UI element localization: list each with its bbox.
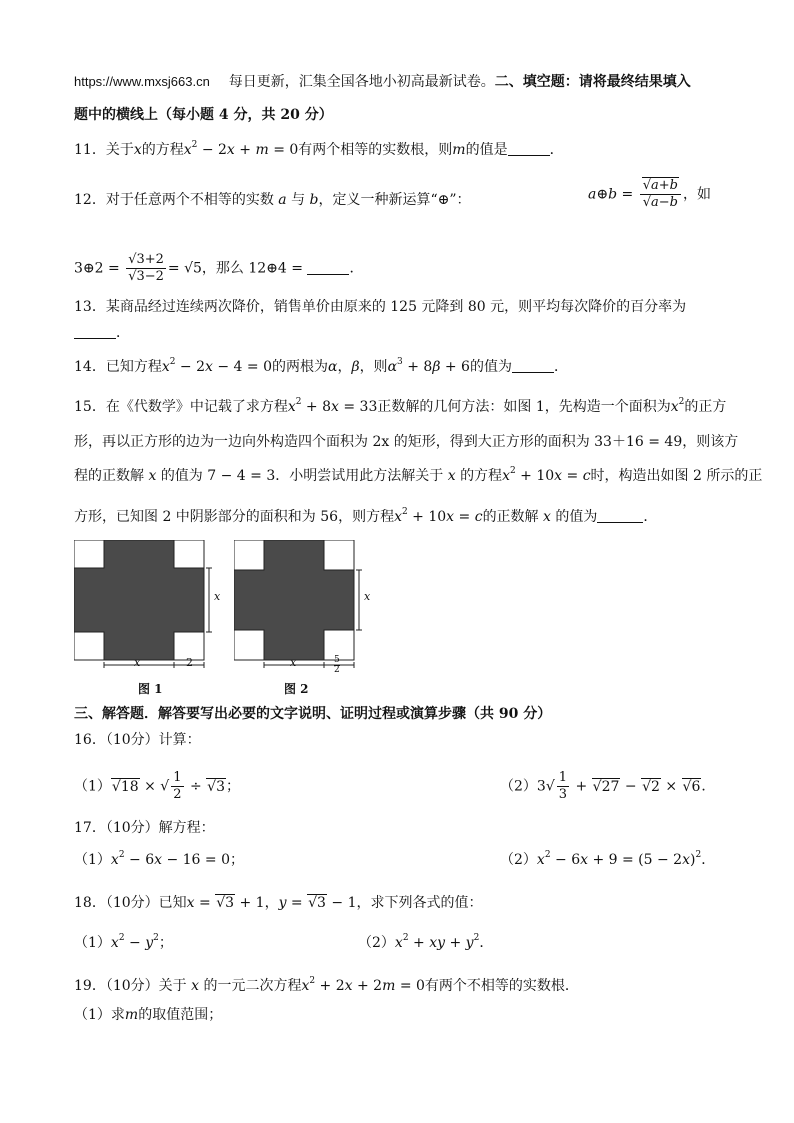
q11-text-b: 的方程 <box>141 142 184 158</box>
fig2-bottom-frac: 5 2 <box>334 655 340 675</box>
q12-def-fraction: $\frac{√a+b}{√a-b}$ <box>640 178 681 211</box>
answer-blank[interactable] <box>74 324 116 339</box>
figure-2 <box>234 540 384 675</box>
q12-example: 3⊕2 = $\frac{√3+2}{√3-2}$ = √5，那么 12⊕4 = ． <box>74 252 364 284</box>
question-15-line1: 15．在《代数学》中记载了求方程$x^2 + 8x = 33$正数解的几何方法：如图 1，先构造一个面积为$x^2$的正方 <box>74 397 727 415</box>
q14-text-a: 14．已知方程 <box>74 359 162 375</box>
site-tagline: 每日更新，汇集全国各地小初高最新试卷。 <box>228 74 495 90</box>
question-12: 12．对于任意两个不相等的实数 a 与 b，定义一种新运算“⊕”： <box>74 192 471 208</box>
q12-text-a: 12．对于任意两个不相等的实数 <box>74 192 274 208</box>
q14-text-c: ，则 <box>359 359 388 375</box>
fig1-side-label: x <box>214 590 221 603</box>
q16-part1: （1）√18 × √ $\frac{1}{2}$ ÷ √3； <box>74 770 240 802</box>
question-14: 14．已知方程$x^2 - 2x - 4 = 0$的两根为α，β，则$\alpha^3 + 8\beta + 6$的值为 ． <box>74 357 568 375</box>
q12-text-d: ，如 <box>683 186 711 203</box>
q11-end: ． <box>549 142 564 158</box>
q19-part1: （1）求m的取值范围； <box>74 1007 223 1023</box>
figure-1 <box>74 540 224 670</box>
answer-blank[interactable] <box>508 141 550 156</box>
q14-text-d: 的值为 <box>469 359 512 375</box>
q12-definition: a⊕b = $\frac{√a+b}{√a-b}$ ，如 <box>588 178 711 210</box>
q16-part2: （2）3√ $\frac{1}{3}$ + √27 − √2 × √6． <box>500 770 716 802</box>
q17-part2: $(2)x^2 - 6x + 9 = (5 - 2x)^2$． <box>500 850 716 868</box>
q13-answer-line: ． <box>74 323 130 343</box>
site-url[interactable]: https://www.mxsj663.cn <box>74 74 210 89</box>
q12-example-fraction: $\frac{√3+2}{√3-2}$ <box>128 252 164 284</box>
fig1-caption: 图 1 <box>138 682 163 696</box>
q11-text-c: 有两个相等的实数根，则 <box>298 142 453 158</box>
answer-blank[interactable] <box>307 260 349 275</box>
question-15-line3: 程的正数解 x 的值为 7 − 4 = 3．小明尝试用此方法解关于 x 的方程$x^2 + 10x = c$时，构造出如图 2 所示的正 <box>74 466 763 484</box>
question-17: 17．（10分）解方程： <box>74 820 215 836</box>
fig1-bottom-2: 2 <box>186 656 193 669</box>
fig2-caption: 图 2 <box>284 682 309 696</box>
q12-text-c: ，定义一种新运算“⊕”： <box>318 192 471 208</box>
question-15-line2: 形，再以正方形的边为一边向外构造四个面积为 2x 的矩形，得到大正方形的面积为 33＋16 = 49，则该方 <box>74 434 739 450</box>
section2-title-cont: 题中的横线上（每小题 4 分，共 20 分） <box>74 107 333 123</box>
question-11: 11．关于x的方程$x^2 - 2x + m = 0$有两个相等的实数根，则m的值是 ． <box>74 140 564 158</box>
fig2-side-label: x <box>364 590 371 603</box>
q18-part1: $(1)x^2 - y^2$； <box>74 933 173 951</box>
q12-example-lhs: 3⊕2 = <box>74 260 120 277</box>
question-15-line4: 方形，已知图 2 中阴影部分的面积和为 56，则方程$x^2 + 10x = c$的正数解 x 的值为 ． <box>74 507 658 525</box>
answer-blank[interactable] <box>597 508 643 523</box>
q11-text-a: 11．关于 <box>74 142 134 158</box>
q12-example-rhs: = √5 <box>167 260 202 277</box>
q17-part1: $(1)x^2 - 6x - 16 = 0$； <box>74 850 244 868</box>
question-16: 16．（10分）计算： <box>74 732 201 748</box>
question-19: 19．（10分）关于 x 的一元二次方程$x^2 + 2x + 2m = 0$有两个不相等的实数根． <box>74 976 579 994</box>
section3-title: 三、解答题．解答要写出必要的文字说明、证明过程或演算步骤（共 90 分） <box>74 706 552 722</box>
question-13: 13．某商品经过连续两次降价，销售单价由原来的 125 元降到 80 元，则平均每次降价的百分率为 <box>74 299 687 315</box>
q18-part2: $(2)x^2$ + xy + $y^2$． <box>358 933 494 951</box>
q12-text-b: 与 <box>291 192 306 208</box>
header-line <box>74 72 691 92</box>
q12-example-tail: ，那么 12⊕4 = <box>201 260 304 277</box>
section2-title: 二、填空题：请将最终结果填入 <box>494 74 691 90</box>
question-18: 18．（10分）已知x = √3 + 1，y = √3 − 1，求下列各式的值： <box>74 895 483 911</box>
q14-text-b: 的两根为 <box>272 359 328 375</box>
answer-blank[interactable] <box>512 358 554 373</box>
q11-text-d: 的值是 <box>465 142 508 158</box>
fig1-bottom-x: x <box>134 656 141 669</box>
fig2-bottom-x: x <box>290 656 297 669</box>
